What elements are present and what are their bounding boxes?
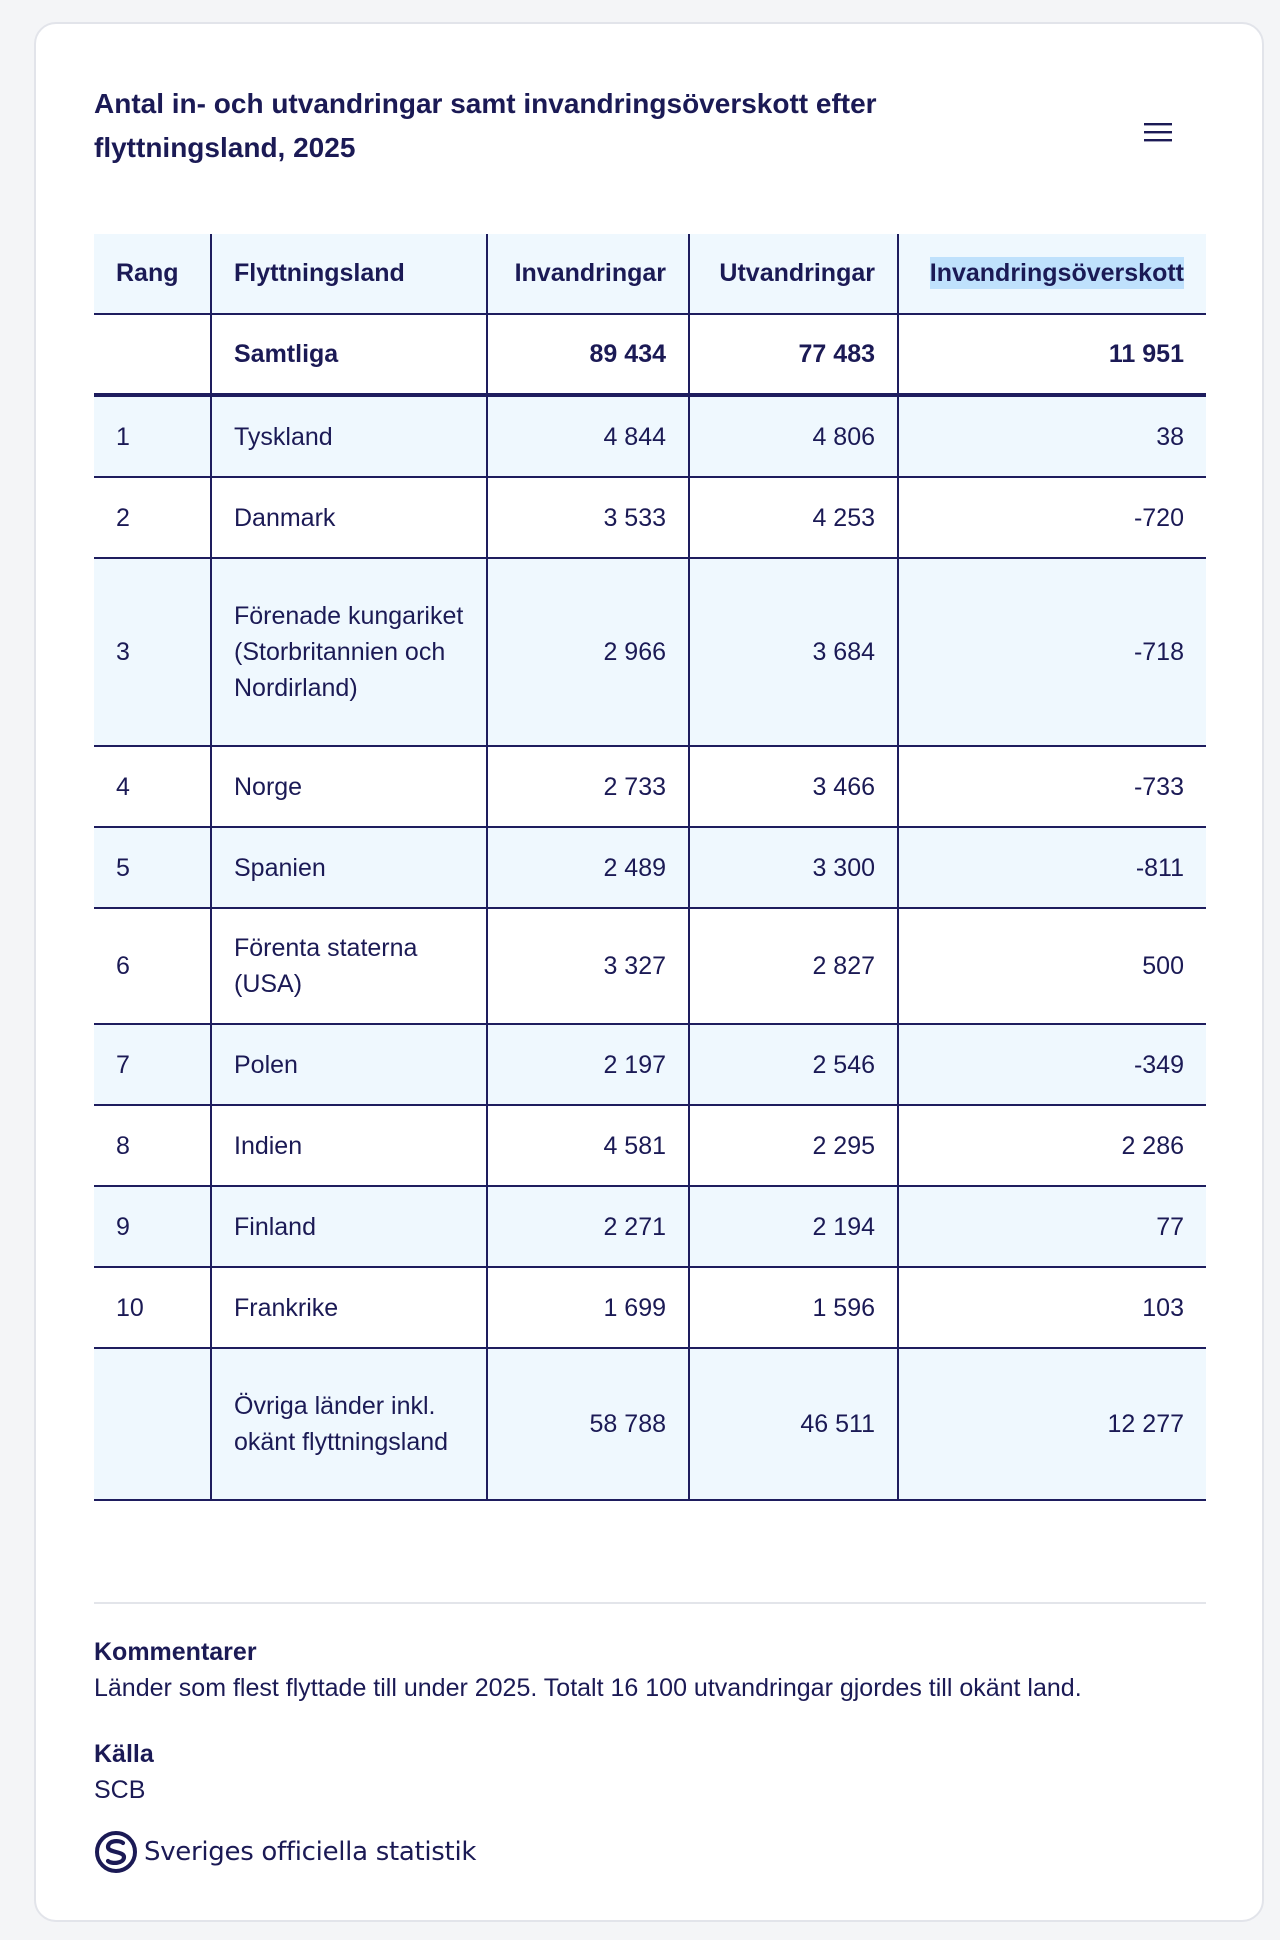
cell-overskott: -718 — [898, 558, 1206, 746]
cell-utvandringar: 3 684 — [689, 558, 898, 746]
cell-overskott: -811 — [898, 827, 1206, 908]
cell-rang: 3 — [94, 558, 211, 746]
cell-overskott: -720 — [898, 477, 1206, 558]
cell-utvandringar: 2 295 — [689, 1105, 898, 1186]
total-overskott: 11 951 — [898, 314, 1206, 395]
cell-land: Förenta staterna (USA) — [211, 908, 487, 1024]
cell-overskott: 103 — [898, 1267, 1206, 1348]
cell-rang: 6 — [94, 908, 211, 1024]
cell-rang: 2 — [94, 477, 211, 558]
table-row — [94, 1267, 1206, 1348]
cell-rang: 9 — [94, 1186, 211, 1267]
cell-invandringar: 1 699 — [487, 1267, 689, 1348]
cell-rang: 7 — [94, 1024, 211, 1105]
table-row — [94, 746, 1206, 827]
cell-rang: 10 — [94, 1267, 211, 1348]
cell-invandringar: 3 533 — [487, 477, 689, 558]
cell-land: Norge — [211, 746, 487, 827]
cell-rang — [94, 1348, 211, 1500]
cell-utvandringar: 3 466 — [689, 746, 898, 827]
cell-rang: 8 — [94, 1105, 211, 1186]
total-row — [94, 314, 1206, 395]
comments-text: Länder som flest flyttade till under 2025. Totalt 16 100 utvandringar gjordes till okänt land. — [94, 1674, 1082, 1702]
cell-rang: 4 — [94, 746, 211, 827]
total-rang — [94, 314, 211, 395]
total-utvandringar: 77 483 — [689, 314, 898, 395]
table-row — [94, 477, 1206, 558]
cell-land: Tyskland — [211, 395, 487, 477]
scb-logo[interactable] — [94, 1830, 476, 1874]
cell-land: Indien — [211, 1105, 487, 1186]
cell-land: Förenade kungariket (Storbritannien och Nordirland) — [211, 558, 487, 746]
cell-invandringar: 58 788 — [487, 1348, 689, 1500]
cell-invandringar: 2 271 — [487, 1186, 689, 1267]
table-row — [94, 1348, 1206, 1500]
comments-heading: Kommentarer — [94, 1638, 257, 1666]
table-row — [94, 1105, 1206, 1186]
cell-land: Övriga länder inkl. okänt flyttningsland — [211, 1348, 487, 1500]
cell-invandringar: 4 844 — [487, 395, 689, 477]
scb-logo-icon — [94, 1830, 138, 1874]
cell-land: Frankrike — [211, 1267, 487, 1348]
migration-table — [94, 234, 1206, 1501]
header-invandringsoverskott-label: Invandringsöverskott — [929, 259, 1184, 287]
cell-overskott: -349 — [898, 1024, 1206, 1105]
cell-utvandringar: 1 596 — [689, 1267, 898, 1348]
cell-land: Finland — [211, 1186, 487, 1267]
page-title: Antal in- och utvandringar samt invandringsöverskott efter flyttningsland, 2025 — [94, 88, 877, 163]
cell-rang: 5 — [94, 827, 211, 908]
cell-land: Danmark — [211, 477, 487, 558]
header-utvandringar[interactable]: Utvandringar — [689, 234, 898, 314]
header-flyttningsland[interactable]: Flyttningsland — [211, 234, 487, 314]
cell-invandringar: 2 197 — [487, 1024, 689, 1105]
header-rang[interactable]: Rang — [94, 234, 211, 314]
cell-overskott: 500 — [898, 908, 1206, 1024]
logo-text: Sveriges officiella statistik — [144, 1837, 477, 1867]
cell-invandringar: 2 733 — [487, 746, 689, 827]
header-row — [94, 234, 1206, 314]
cell-utvandringar: 3 300 — [689, 827, 898, 908]
source-text: SCB — [94, 1776, 146, 1804]
menu-button[interactable] — [1136, 110, 1180, 154]
cell-invandringar: 2 489 — [487, 827, 689, 908]
cell-utvandringar: 2 827 — [689, 908, 898, 1024]
cell-invandringar: 3 327 — [487, 908, 689, 1024]
cell-utvandringar: 46 511 — [689, 1348, 898, 1500]
cell-land: Polen — [211, 1024, 487, 1105]
cell-overskott: 77 — [898, 1186, 1206, 1267]
cell-invandringar: 2 966 — [487, 558, 689, 746]
source-heading: Källa — [94, 1740, 154, 1768]
cell-invandringar: 4 581 — [487, 1105, 689, 1186]
header-invandringsoverskott[interactable] — [898, 234, 1206, 314]
total-land: Samtliga — [211, 314, 487, 395]
table-card — [34, 22, 1264, 1922]
cell-utvandringar: 4 253 — [689, 477, 898, 558]
hamburger-menu-icon — [1142, 120, 1174, 144]
cell-overskott: 38 — [898, 395, 1206, 477]
table-row — [94, 827, 1206, 908]
table-row — [94, 908, 1206, 1024]
table-row — [94, 1024, 1206, 1105]
cell-land: Spanien — [211, 827, 487, 908]
cell-utvandringar: 2 194 — [689, 1186, 898, 1267]
cell-utvandringar: 4 806 — [689, 395, 898, 477]
table-row — [94, 395, 1206, 477]
cell-rang: 1 — [94, 395, 211, 477]
section-divider — [94, 1602, 1206, 1604]
table-row — [94, 558, 1206, 746]
table-row — [94, 1186, 1206, 1267]
cell-overskott: 12 277 — [898, 1348, 1206, 1500]
header-invandringar[interactable]: Invandringar — [487, 234, 689, 314]
cell-utvandringar: 2 546 — [689, 1024, 898, 1105]
cell-overskott: -733 — [898, 746, 1206, 827]
cell-overskott: 2 286 — [898, 1105, 1206, 1186]
total-invandringar: 89 434 — [487, 314, 689, 395]
